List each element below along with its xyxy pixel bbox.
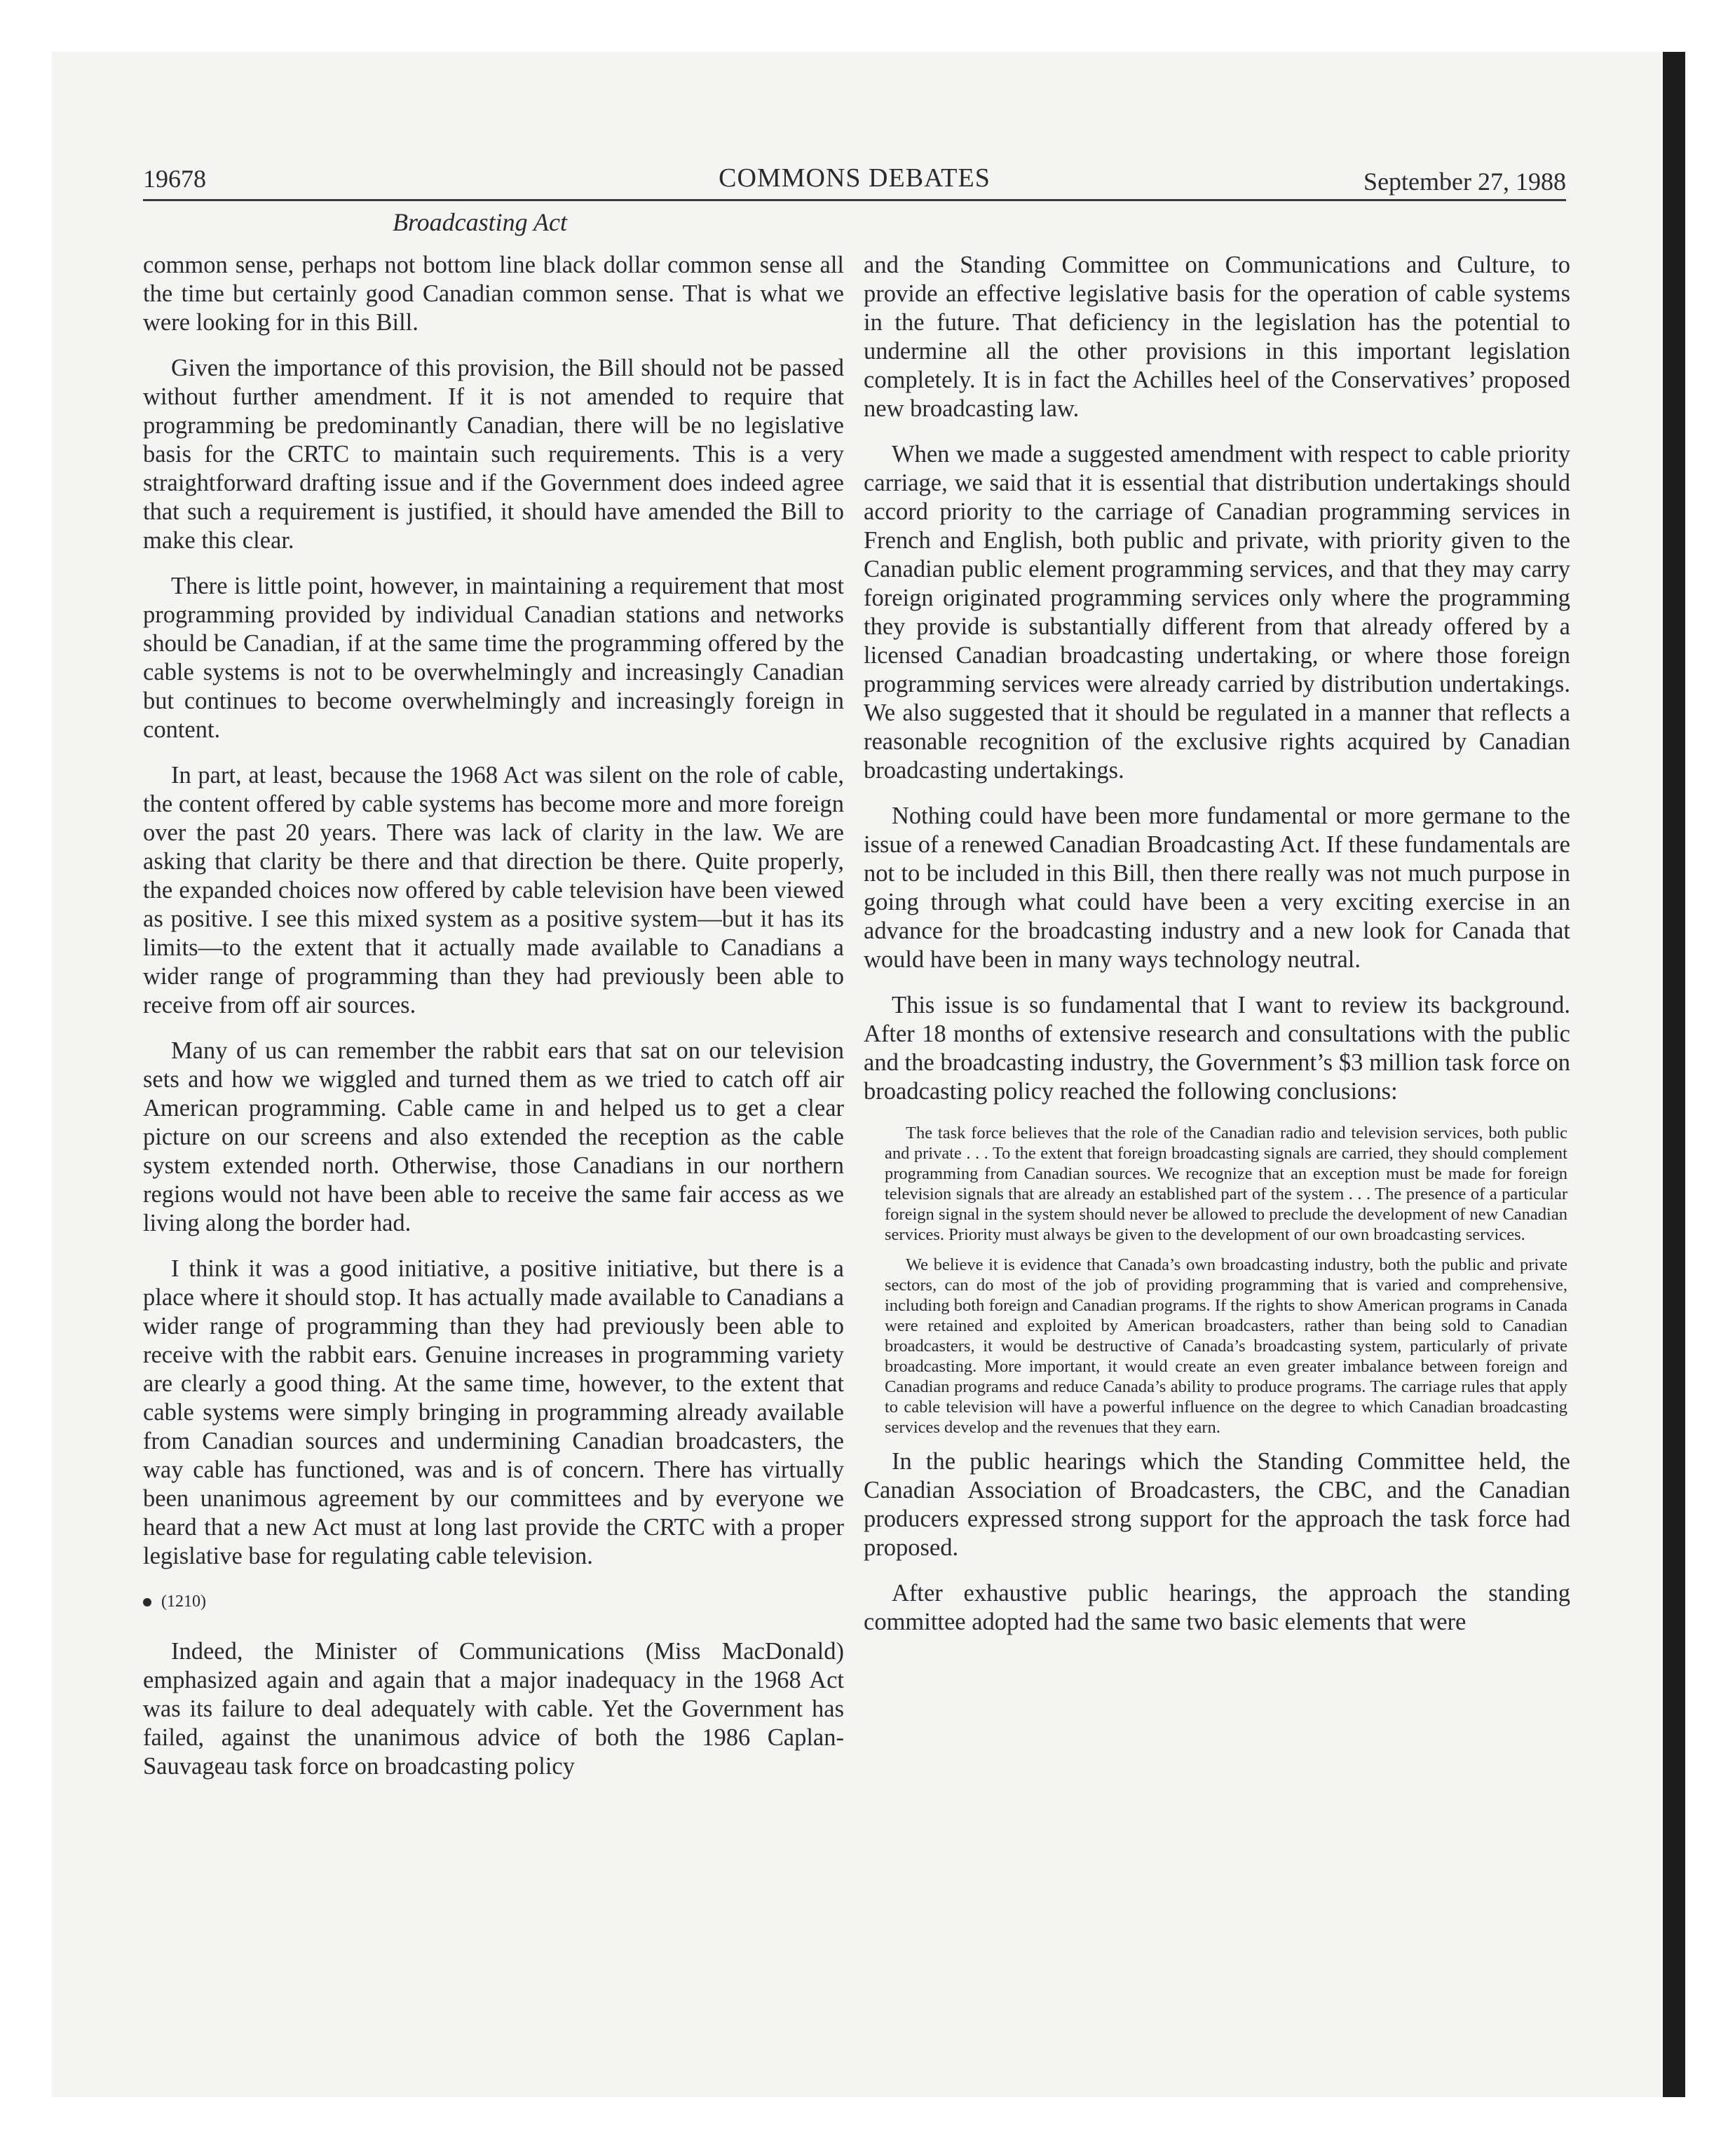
- page-header: [143, 160, 1566, 201]
- page-number: 19678: [143, 165, 206, 193]
- paragraph: Indeed, the Minister of Communications (Miss MacDonald) emphasized again and again that a major inadequacy in the 1968 Act was its failure to deal adequately with cable. Yet the Government has failed, against the unanimous advice of both the 1986 Caplan-Sauvageau task force on broadcasting policy: [143, 1638, 844, 1780]
- paragraph: common sense, perhaps not bottom line black dollar common sense all the time but certainly good Canadian common sense. That is what we were looking for in this Bill.: [143, 252, 844, 336]
- right-column: [864, 251, 1570, 1653]
- block-quote: The task force believes that the role of the Canadian radio and television services, both public and private . . . To the extent that foreign broadcasting signals are carried, they should complement programming from Canadian sources. We recognize that an exception must be made for foreign television signals that are already an established part of the system . . . The presence of a particular foreign signal in the system should never be allowed to preclude the development of new Canadian services. Priority must always be given to the development of our own broadcasting services.: [885, 1124, 1567, 1244]
- paragraph: This issue is so fundamental that I want to review its background. After 18 months of extensive research and consultations with the public and the broadcasting industry, the Government’s $3 million task force on broadcasting policy reached the following conclusions:: [864, 992, 1570, 1105]
- paragraph: In part, at least, because the 1968 Act was silent on the role of cable, the content offered by cable systems has become more and more foreign over the past 20 years. There was lack of clarity in the law. We are asking that clarity be there and that direction be there. Quite properly, the expanded choices now offered by cable television have been viewed as positive. I see this mixed system as a positive system—but it has its limits—to the extent that it actually made available to Canadians a wider range of programming than they had previously been able to receive from off air sources.: [143, 762, 844, 1018]
- bullet-icon: [143, 1598, 151, 1606]
- time-marker-label: (1210): [161, 1592, 206, 1611]
- paragraph: I think it was a good initiative, a positive initiative, but there is a place where it should stop. It has actually made available to Canadians a wider range of programming than they had previously been able to receive with the rabbit ears. Genuine increases in programming variety are clearly a good thing. At the same time, however, to the extent that cable systems were simply bringing in programming already available from Canadian sources and undermining Canadian broadcasters, the way cable has functioned, was and is of concern. There has virtually been unanimous agreement by our committees and by everyone we heard that a new Act must at long last provide the CRTC with a proper legislative base for regulating cable television.: [143, 1255, 844, 1569]
- paragraph: and the Standing Committee on Communications and Culture, to provide an effective legislative basis for the operation of cable systems in the future. That deficiency in the legislation has the potential to undermine all the other provisions in this important legislation completely. It is in fact the Achilles heel of the Conservatives’ proposed new broadcasting law.: [864, 252, 1570, 422]
- publication-title: COMMONS DEBATES: [719, 163, 991, 193]
- paragraph: There is little point, however, in maintaining a requirement that most programming provided by individual Canadian stations and networks should be Canadian, if at the same time the programming offered by the cable systems is not to be overwhelmingly and increasingly Canadian but continues to become overwhelmingly and increasingly foreign in content.: [143, 573, 844, 743]
- section-heading: Broadcasting Act: [393, 208, 567, 236]
- paragraph: Many of us can remember the rabbit ears that sat on our television sets and how we wiggled and turned them as we tried to catch off air American programming. Cable came in and helped us to get a clear picture on our screens and also extended the reception as the cable system extended north. Otherwise, those Canadians in our northern regions would not have been able to receive the same fair access as we living along the border had.: [143, 1037, 844, 1236]
- paragraph: When we made a suggested amendment with respect to cable priority carriage, we said that it is essential that distribution undertakings should accord priority to the carriage of Canadian programming services in French and English, both public and private, with priority given to the Canadian public element programming services, and that they may carry foreign originated programming services only where the programming they provide is substantially different from that already offered by a licensed Canadian broadcasting undertaking, or where those foreign programming services were already carried by distribution undertakings. We also suggested that it should be regulated in a manner that reflects a reasonable recognition of the exclusive rights acquired by Canadian broadcasting undertakings.: [864, 441, 1570, 784]
- left-column: [143, 251, 844, 1798]
- scan-edge-bar: [1663, 52, 1685, 2097]
- block-quote: We believe it is evidence that Canada’s own broadcasting industry, both the public and private sectors, can do most of the job of providing programming that is varied and comprehensive, including both foreign and Canadian programs. If the rights to show American programs in Canada were retained and exploited by American broadcasters, rather than being sold to Canadian broadcasters, it would be destructive of Canada’s broadcasting system, particularly of private broadcasting. More important, it would create an even greater imbalance between foreign and Canadian programs and reduce Canada’s ability to produce programs. The carriage rules that apply to cable television will have a powerful influence on the degree to which Canadian broadcasting services develop and the revenues that they earn.: [885, 1255, 1567, 1437]
- paragraph: Given the importance of this provision, the Bill should not be passed without further amendment. If it is not amended to require that programming be predominantly Canadian, there will be no legislative basis for the CRTC to maintain such requirements. This is a very straightforward drafting issue and if the Government does indeed agree that such a requirement is justified, it should have amended the Bill to make this clear.: [143, 355, 844, 554]
- session-date: September 27, 1988: [1363, 168, 1566, 196]
- paragraph: Nothing could have been more fundamental or more germane to the issue of a renewed Canadian Broadcasting Act. If these fundamentals are not to be included in this Bill, then there really was not much purpose in going through what could have been a very exciting exercise in an advance for the broadcasting industry and a new look for Canada that would have been in many ways technology neutral.: [864, 803, 1570, 973]
- time-marker: [143, 1588, 844, 1616]
- paragraph: After exhaustive public hearings, the approach the standing committee adopted had the same two basic elements that were: [864, 1580, 1570, 1635]
- paragraph: In the public hearings which the Standing Committee held, the Canadian Association of Broadcasters, the CBC, and the Canadian producers expressed strong support for the approach the task force had proposed.: [864, 1448, 1570, 1561]
